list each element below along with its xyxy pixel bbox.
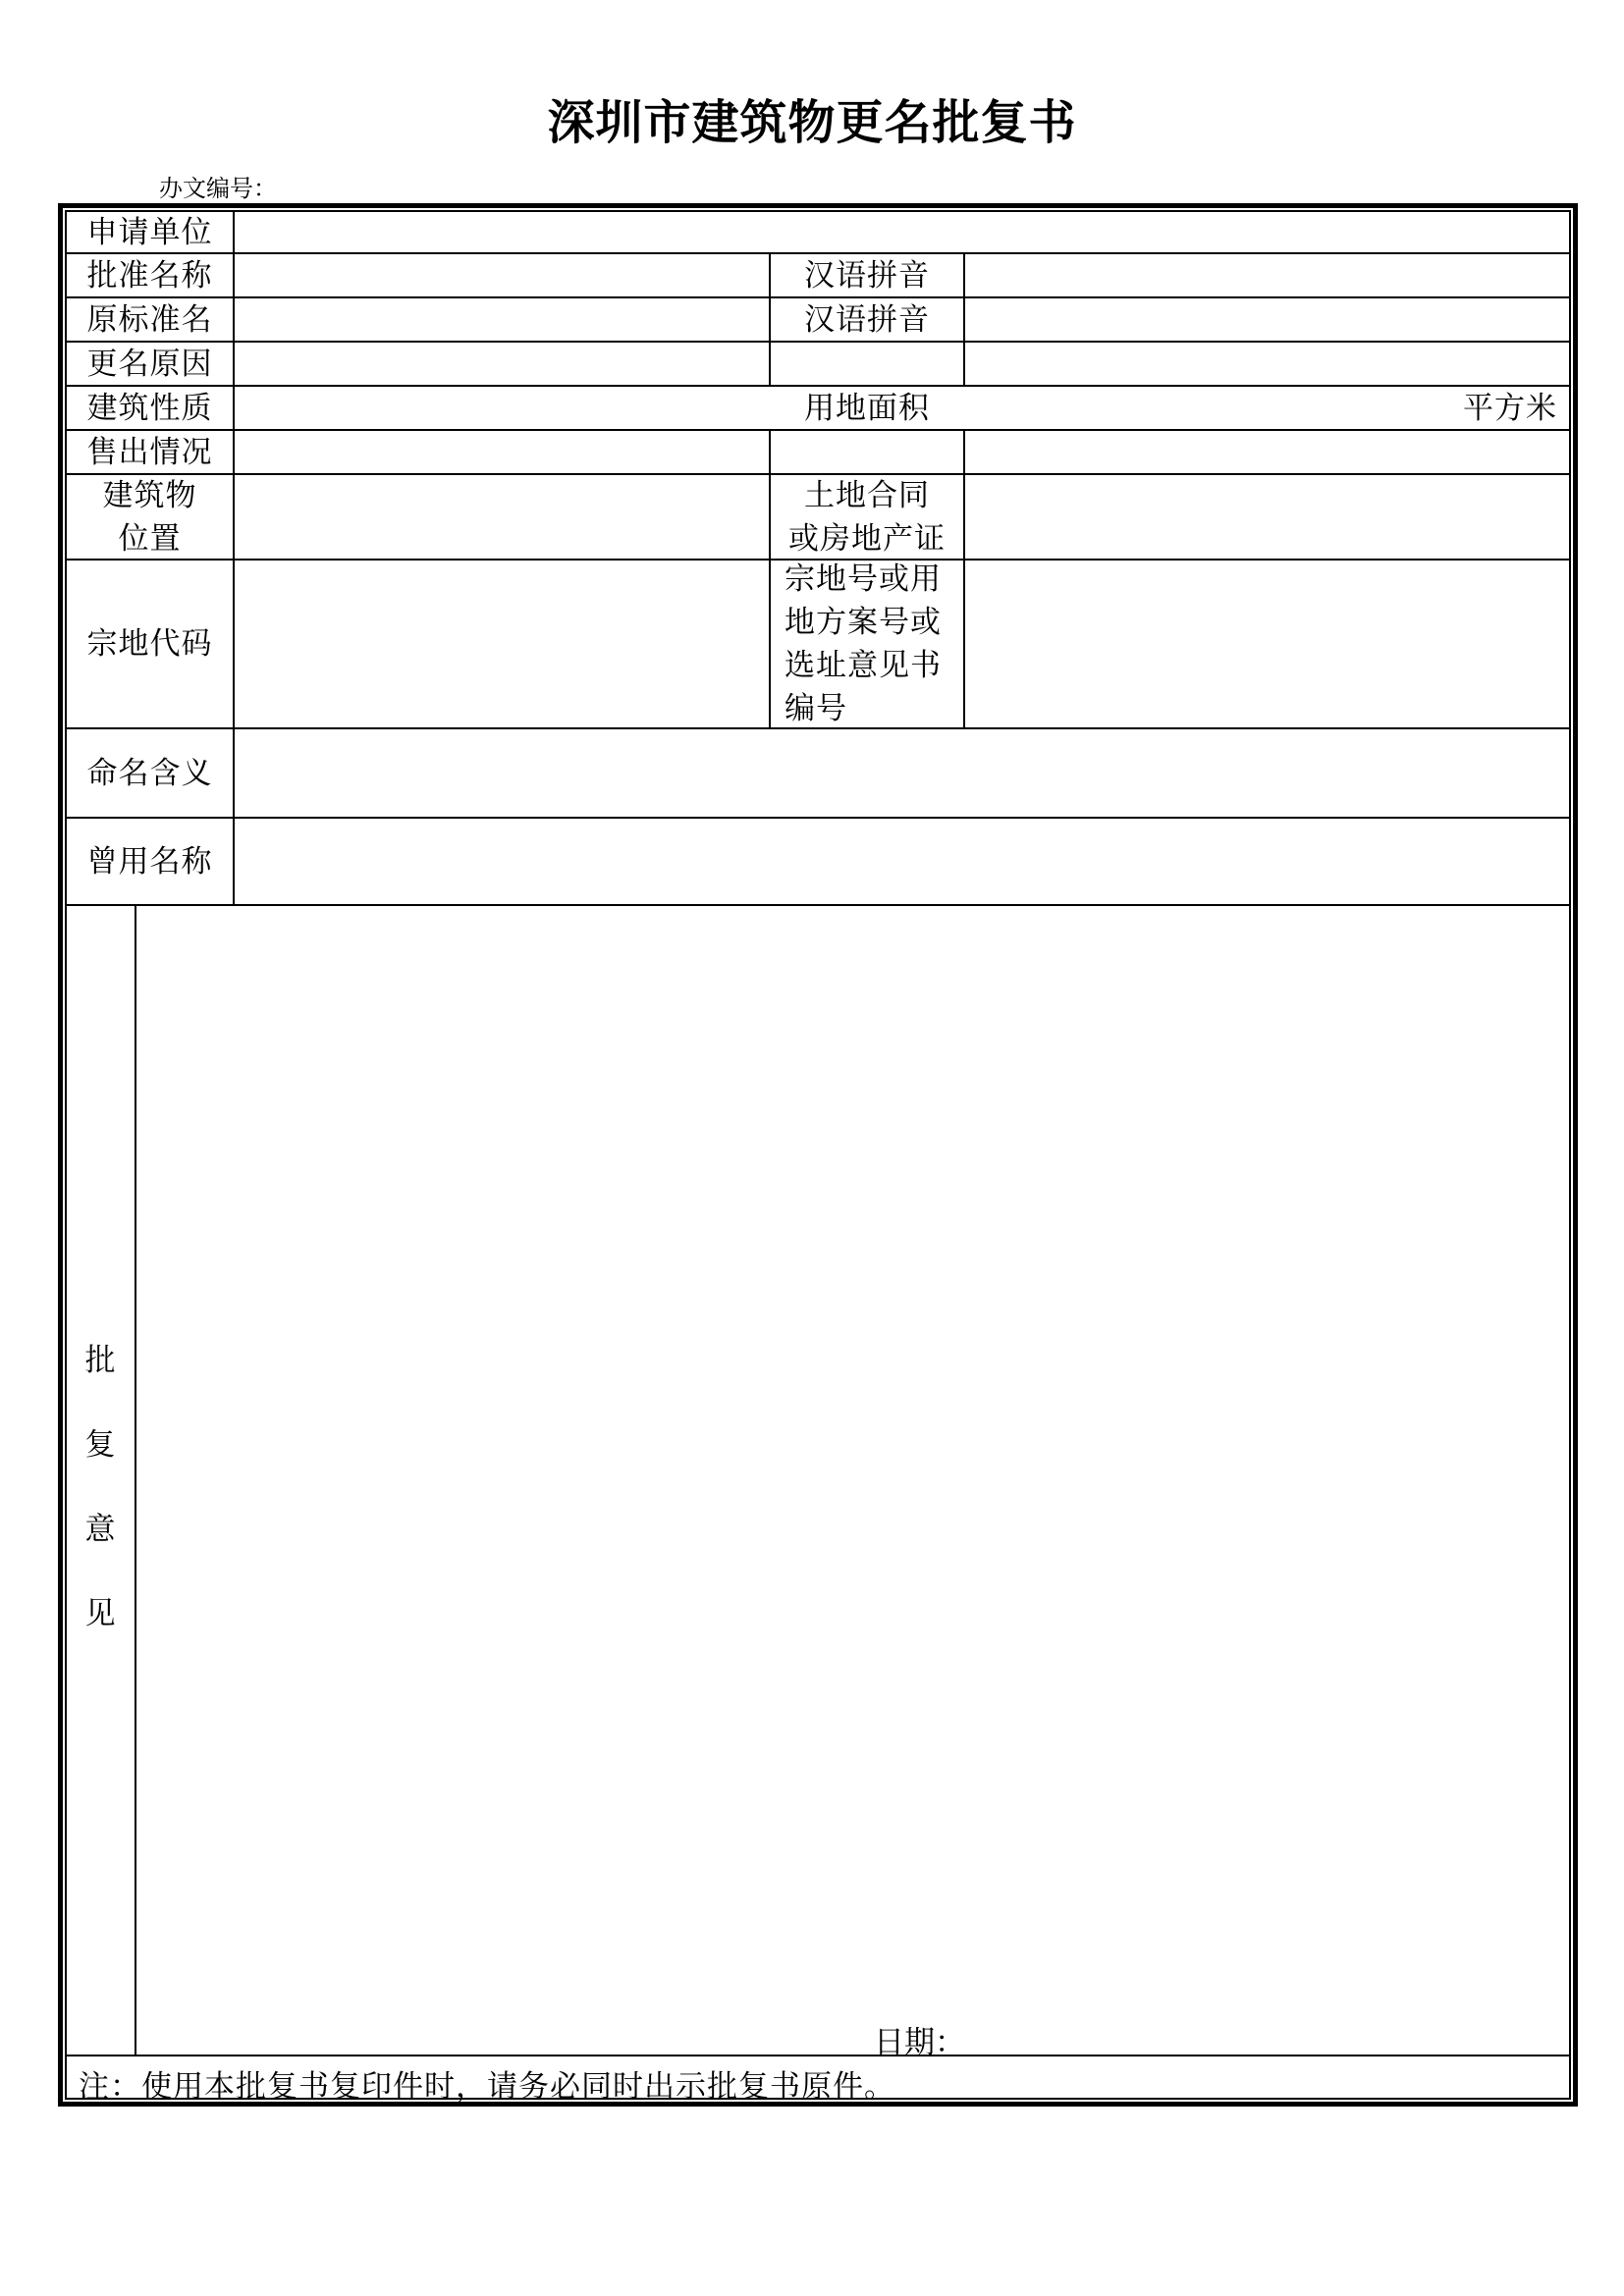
label-pinyin: 汉语拼音: [804, 257, 930, 294]
label-parcel-number-line4: 编号: [785, 691, 847, 726]
field-original-name[interactable]: [235, 298, 769, 341]
label-original-name: 原标准名: [86, 301, 213, 338]
label-building-location-line1: 建筑物: [102, 477, 197, 513]
approval-label-char: 批: [84, 1343, 116, 1378]
label-land-contract: [771, 475, 963, 559]
field-approval-opinion[interactable]: [137, 906, 1569, 2055]
row-divider: [65, 2055, 1571, 2056]
field-sales-status-extra[interactable]: [771, 431, 1569, 473]
approval-label-char: 复: [84, 1427, 116, 1463]
field-building-location[interactable]: [235, 475, 769, 559]
doc-number-label: 办文编号：: [159, 175, 277, 202]
label-building-nature: 建筑性质: [86, 390, 213, 426]
field-former-name[interactable]: [235, 819, 1569, 904]
area-unit: 平方米: [1463, 390, 1557, 426]
approval-label-char: 意: [84, 1512, 116, 1547]
label-name-meaning: 命名含义: [86, 755, 213, 791]
field-land-contract[interactable]: [965, 475, 1569, 559]
label-parcel-number-line1: 宗地号或用: [785, 561, 942, 597]
label-land-contract-line1: 土地合同: [804, 477, 930, 513]
field-rename-reason[interactable]: [235, 343, 1569, 385]
label-applicant: 申请单位: [86, 214, 213, 250]
label-land-area: 用地面积: [804, 390, 930, 426]
label-parcel-number-line3: 选址意见书: [785, 648, 942, 683]
label-parcel-number: [771, 561, 963, 727]
label-pinyin-2: 汉语拼音: [804, 301, 930, 338]
label-land-contract-line2: 或房地产证: [788, 520, 946, 557]
approval-label-char: 见: [84, 1596, 116, 1631]
field-pinyin-2[interactable]: [965, 298, 1569, 341]
label-building-location: [67, 475, 233, 559]
label-parcel-code: 宗地代码: [86, 626, 213, 662]
field-parcel-number[interactable]: [965, 561, 1569, 727]
field-applicant[interactable]: [234, 212, 1569, 252]
footer-note: 注：使用本批复书复印件时，请务必同时出示批复书原件。: [79, 2069, 895, 2105]
page-title: 深圳市建筑物更名批复书: [547, 95, 1077, 150]
approval-date-label: 日期：: [874, 2025, 965, 2060]
label-building-location-line2: 位置: [118, 520, 182, 557]
field-pinyin[interactable]: [965, 254, 1569, 296]
label-approved-name: 批准名称: [86, 257, 213, 294]
field-building-nature[interactable]: [235, 387, 769, 429]
label-rename-reason: 更名原因: [86, 346, 213, 382]
field-approved-name[interactable]: [235, 254, 769, 296]
label-parcel-number-line2: 地方案号或: [785, 605, 942, 640]
field-parcel-code[interactable]: [235, 561, 769, 727]
label-sales-status: 售出情况: [86, 434, 213, 470]
field-sales-status[interactable]: [235, 431, 769, 473]
label-former-name: 曾用名称: [86, 843, 213, 880]
column-divider: [135, 904, 136, 2056]
field-land-area[interactable]: [965, 387, 1569, 429]
field-name-meaning[interactable]: [235, 729, 1569, 817]
